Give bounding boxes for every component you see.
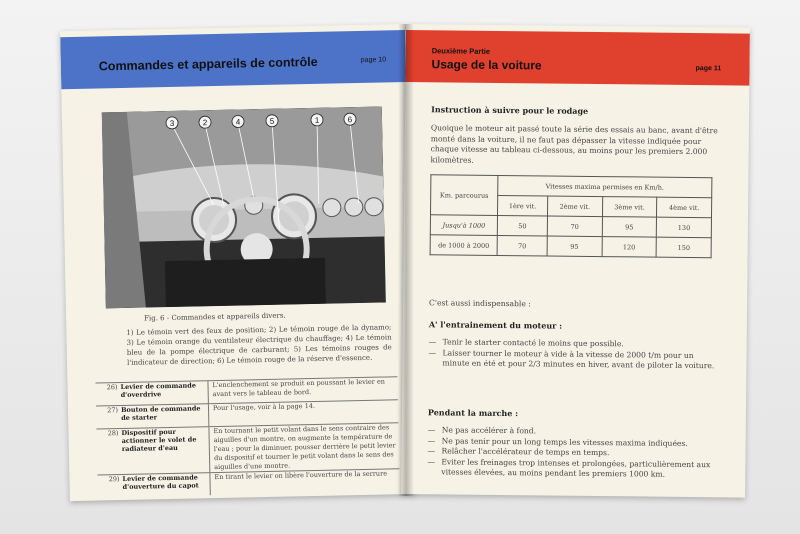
dashboard-illustration — [102, 107, 386, 309]
callout-2: 2 — [202, 118, 208, 128]
callout-3: 4 — [235, 117, 241, 127]
open-manual — [60, 24, 750, 504]
training-list — [428, 337, 718, 372]
section-title: Instruction à suivre pour le rodage — [431, 104, 589, 116]
driving-list — [427, 425, 718, 481]
speed-value: 150 — [656, 237, 711, 258]
gear-header: 2ème vit. — [547, 196, 602, 217]
list-item: — Laisser tourner le moteur à vide à la vitesse de 2000 t/m pour un minute en été et pour 2/3 minutes en hiver, avant de piloter la voiture. — [428, 348, 718, 372]
controls-table — [95, 376, 399, 497]
gear-header: 4ème vit. — [657, 197, 712, 218]
left-page — [60, 24, 415, 501]
figure-legend: 1) Le témoin vert des feux de position; 2) Le témoin rouge de la dynamo; 3) Le témoin orange du ventilateur électrique du chauffage; 4) Le témoin bleu de la pompe électrique de carburant; 5) Les témoins rouges de l'indicateur de direction; 6) Le témoin rouge de la réserve d'essence. — [126, 323, 392, 367]
dashboard-photo — [102, 107, 386, 309]
list-item: — Eviter les freinages trop intenses et prolongées, particulièrement aux vitesses élevées, au moins pendant les premiers 1000 km. — [427, 457, 717, 481]
speed-value: 120 — [602, 237, 657, 258]
list-item-text: Relâcher l'accélérateur de temps en temps. — [441, 446, 610, 458]
speed-value: 70 — [497, 235, 547, 256]
right-page — [401, 24, 750, 498]
list-item-text: Ne pas accélérer à fond. — [441, 425, 537, 436]
left-page-number: page 10 — [360, 56, 387, 64]
intro-paragraph: Quoique le moteur ait passé toute la série des essais au banc, avant d'être monté dans la voiture, il ne faut pas dépasser la vitesse indiquée pour chaque vitesse au tableau ci-dessous, au moins pour les premiers 2.000 kilomètres. — [430, 123, 718, 165]
list-item: — Ne pas accélérer à fond. — [427, 425, 537, 436]
km-range: Jusqu'à 1000 — [430, 215, 497, 236]
callout-6: 6 — [347, 115, 353, 125]
table-row — [430, 235, 711, 258]
speed-group-header: Vitesses maxima permises en Km/h. — [498, 175, 712, 197]
list-item: — Ne pas tenir pour un long temps les vitesses maxima indiquées. — [427, 435, 688, 448]
part-label: Deuxième Partie — [431, 46, 491, 56]
control-name: Levier de commande d'ouverture du capot — [122, 473, 199, 492]
control-description: L'enclenchement se produit en poussant le levier en avant vers le tableau de bord. — [207, 377, 397, 403]
list-item-text: Tenir le starter contacté le moins que possible. — [442, 337, 624, 349]
speed-value: 130 — [657, 217, 712, 238]
speed-value: 95 — [547, 236, 602, 257]
control-number: 27) — [107, 406, 119, 415]
control-description: En tirant le levier on libère l'ouverture de la serrure — [209, 469, 399, 495]
control-description: Pour l'usage, voir à la page 14. — [208, 400, 398, 426]
figure-caption: Fig. 6 - Commandes et appareils divers. — [144, 311, 286, 323]
list-item: — Relâcher l'accélérateur de temps en temps. — [427, 446, 610, 458]
speed-table — [430, 174, 713, 258]
training-title: A' l'entrainement du moteur : — [428, 319, 563, 331]
right-page-title: Usage de la voiture — [431, 57, 542, 73]
km-range: de 1000 à 2000 — [430, 235, 497, 256]
speed-value: 50 — [497, 215, 547, 236]
control-name: Bouton de commande de starter — [120, 404, 201, 423]
left-page-title: Commandes et appareils de contrôle — [98, 54, 318, 74]
control-row — [97, 468, 399, 497]
also-text: C'est aussi indispensable : — [429, 298, 531, 309]
list-item-text: Laisser tourner le moteur à vide à la vitesse de 2000 t/m pour un minute en été et pour 2/3 minutes en hiver, avant de piloter la voiture. — [442, 347, 715, 371]
callout-4: 5 — [269, 116, 275, 126]
driving-title: Pendant la marche : — [427, 407, 519, 419]
list-item: — Tenir le starter contacté le moins que possible. — [428, 337, 624, 349]
gear-header: 1ère vit. — [498, 195, 548, 216]
km-header: Km. parcourus — [431, 175, 498, 216]
right-page-number: page 11 — [695, 65, 722, 73]
control-description: En tournant le petit volant dans le sens contraire des aiguilles d'un montre, on augmente la température de l'eau ; pour la diminuer, pousser derrière le petit levier du dispositif et tourner le petit volant dans le sens des aiguilles d'une montre. — [208, 423, 399, 472]
control-name: Levier de commande d'overdrive — [120, 381, 196, 400]
list-item-text: Eviter les freinages trop intenses et prolongées, particulièrement aux vitesses élevées, au moins pendant les premiers 1000 km. — [441, 456, 711, 479]
callout-1: 3 — [169, 118, 175, 128]
control-row — [96, 422, 399, 474]
callout-5: 1 — [314, 115, 320, 125]
control-name: Dispositif pour actionner le volet de radiateur d'eau — [121, 427, 197, 454]
control-number: 26) — [106, 383, 118, 392]
speed-value: 70 — [547, 216, 602, 237]
speed-value: 95 — [602, 217, 657, 238]
gear-header: 3ème vit. — [602, 197, 657, 218]
control-number: 28) — [107, 429, 119, 438]
list-item-text: Ne pas tenir pour un long temps les vitesses maxima indiquées. — [441, 435, 688, 448]
control-number: 29) — [108, 475, 120, 484]
